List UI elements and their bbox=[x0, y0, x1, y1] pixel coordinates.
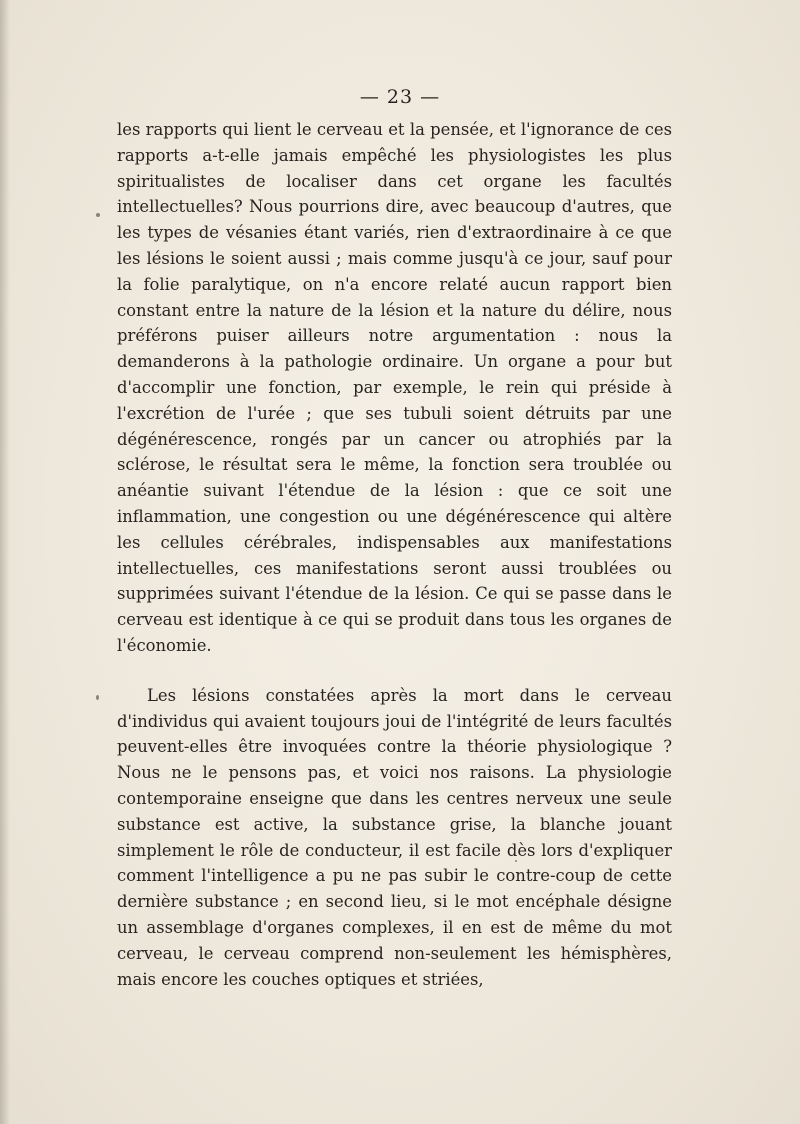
page-edge-shadow bbox=[0, 0, 10, 1124]
paragraph-2: Les lésions constatées après la mort dans le cerveau d'individus qui avaient toujours joui de l'intégrité de leurs facultés peuvent-elles être invoquées contre la théorie physiologique ? Nous ne le pensons pas, et voici nos raisons. La physiologie contemporaine enseigne que dans les centres nerveux une seule substance est active, la substance grise, la blanche jouant simplement le rôle de conducteur, il est facile dès lors d'expliquer comment l'intelligence a pu ne pas subir le contre-coup de cette dernière substance ; en second lieu, si le mot encéphale désigne un assemblage d'organes complexes, il en est de même du mot cerveau, le cerveau comprend non-seulement les hémisphères, mais encore les couches optiques et striées, bbox=[117, 685, 672, 989]
page-number: — 23 — bbox=[359, 86, 441, 108]
paper-speck bbox=[96, 695, 99, 700]
body-text bbox=[117, 117, 672, 992]
paper-speck bbox=[515, 860, 517, 862]
paragraph-1: les rapports qui lient le cerveau et la pensée, et l'ignorance de ces rapports a-t-elle jamais empêché les physiologistes les plus spiritualistes de localiser dans cet organe les facultés intellectuelles? Nous pourrions dire, avec beaucoup d'autres, que les types de vésanies étant variés, rien d'extraordinaire à ce que les lésions le soient aussi ; mais comme jusqu'à ce jour, sauf pour la folie paralytique, on n'a encore relaté aucun rapport bien constant entre la nature de la lésion et la nature du délire, nous préférons puiser ailleurs notre argumentation : nous la demanderons à la pathologie ordinaire. Un organe a pour but d'accomplir une fonction, par exemple, le rein qui préside à l'excrétion de l'urée ; que ses tubuli soient détruits par une dégénérescence, rongés par un cancer ou atrophiés par la sclérose, le résultat sera le même, la fonction sera troublée ou anéantie suivant l'étendue de la lésion : que ce soit une inflammation, une congestion ou une dégénérescence qui altère les cellules cérébrales, indispensables aux manifestations intellectuelles, ces manifestations seront aussi troublées ou supprimées suivant l'étendue de la lésion. Ce qui se passe dans le cerveau est identique à ce qui se produit dans tous les organes de l'économie. bbox=[117, 120, 672, 655]
paper-speck bbox=[96, 213, 100, 217]
paragraph-gap bbox=[117, 659, 672, 683]
